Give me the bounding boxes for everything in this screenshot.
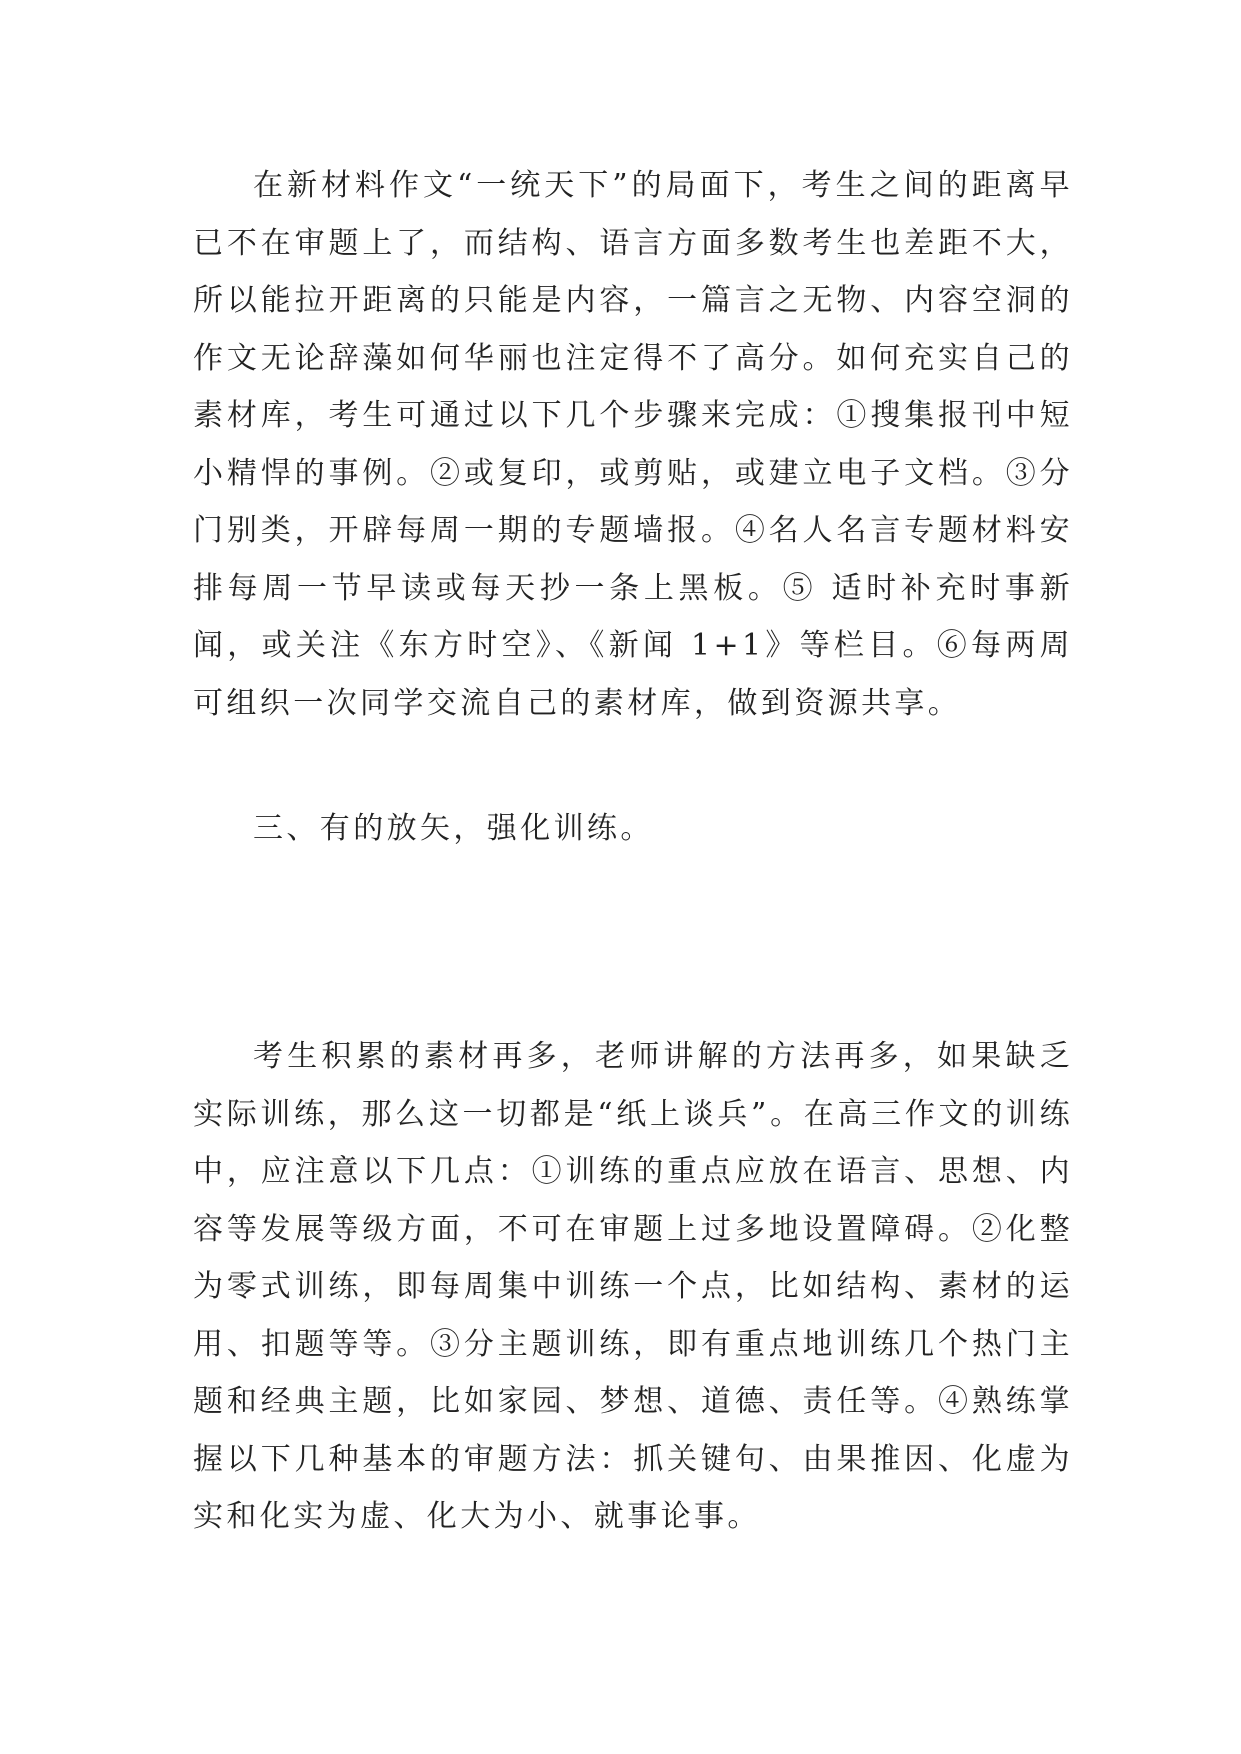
body-paragraph: 在新材料作文“一统天下”的局面下，考生之间的距离早已不在审题上了，而结构、语言方面多数考生也差距不大，所以能拉开距离的只能是内容，一篇言之无物、内容空洞的作文无论辞藻如何华丽也注定得不了高分。如何充实自己的素材库，考生可通过以下几个步骤来完成：①搜集报刊中短小精悍的事例。②或复印，或剪贴，或建立电子文档。③分门别类，开辟每周一期的专题墙报。④名人名言专题材料安排每周一节早读或每天抄一条上黑板。⑤ 适时补充时事新闻，或关注《东方时空》、《新闻 1+1》等栏目。⑥每两周可组织一次同学交流自己的素材库，做到资源共享。 xyxy=(193,168,1073,721)
section-heading: 三、有的放矢，强化训练。 xyxy=(253,811,654,846)
body-paragraph: 考生积累的素材再多，老师讲解的方法再多，如果缺乏实际训练，那么这一切都是“纸上谈兵”。在高三作文的训练中，应注意以下几点：①训练的重点应放在语言、思想、内容等发展等级方面，不可在审题上过多地设置障碍。②化整为零式训练，即每周集中训练一个点，比如结构、素材的运用、扣题等等。③分主题训练，即有重点地训练几个热门主题和经典主题，比如家园、梦想、道德、责任等。④熟练掌握以下几种基本的审题方法：抓关键句、由果推因、化虚为实和化实为虚、化大为小、就事论事。 xyxy=(193,1039,1073,1534)
